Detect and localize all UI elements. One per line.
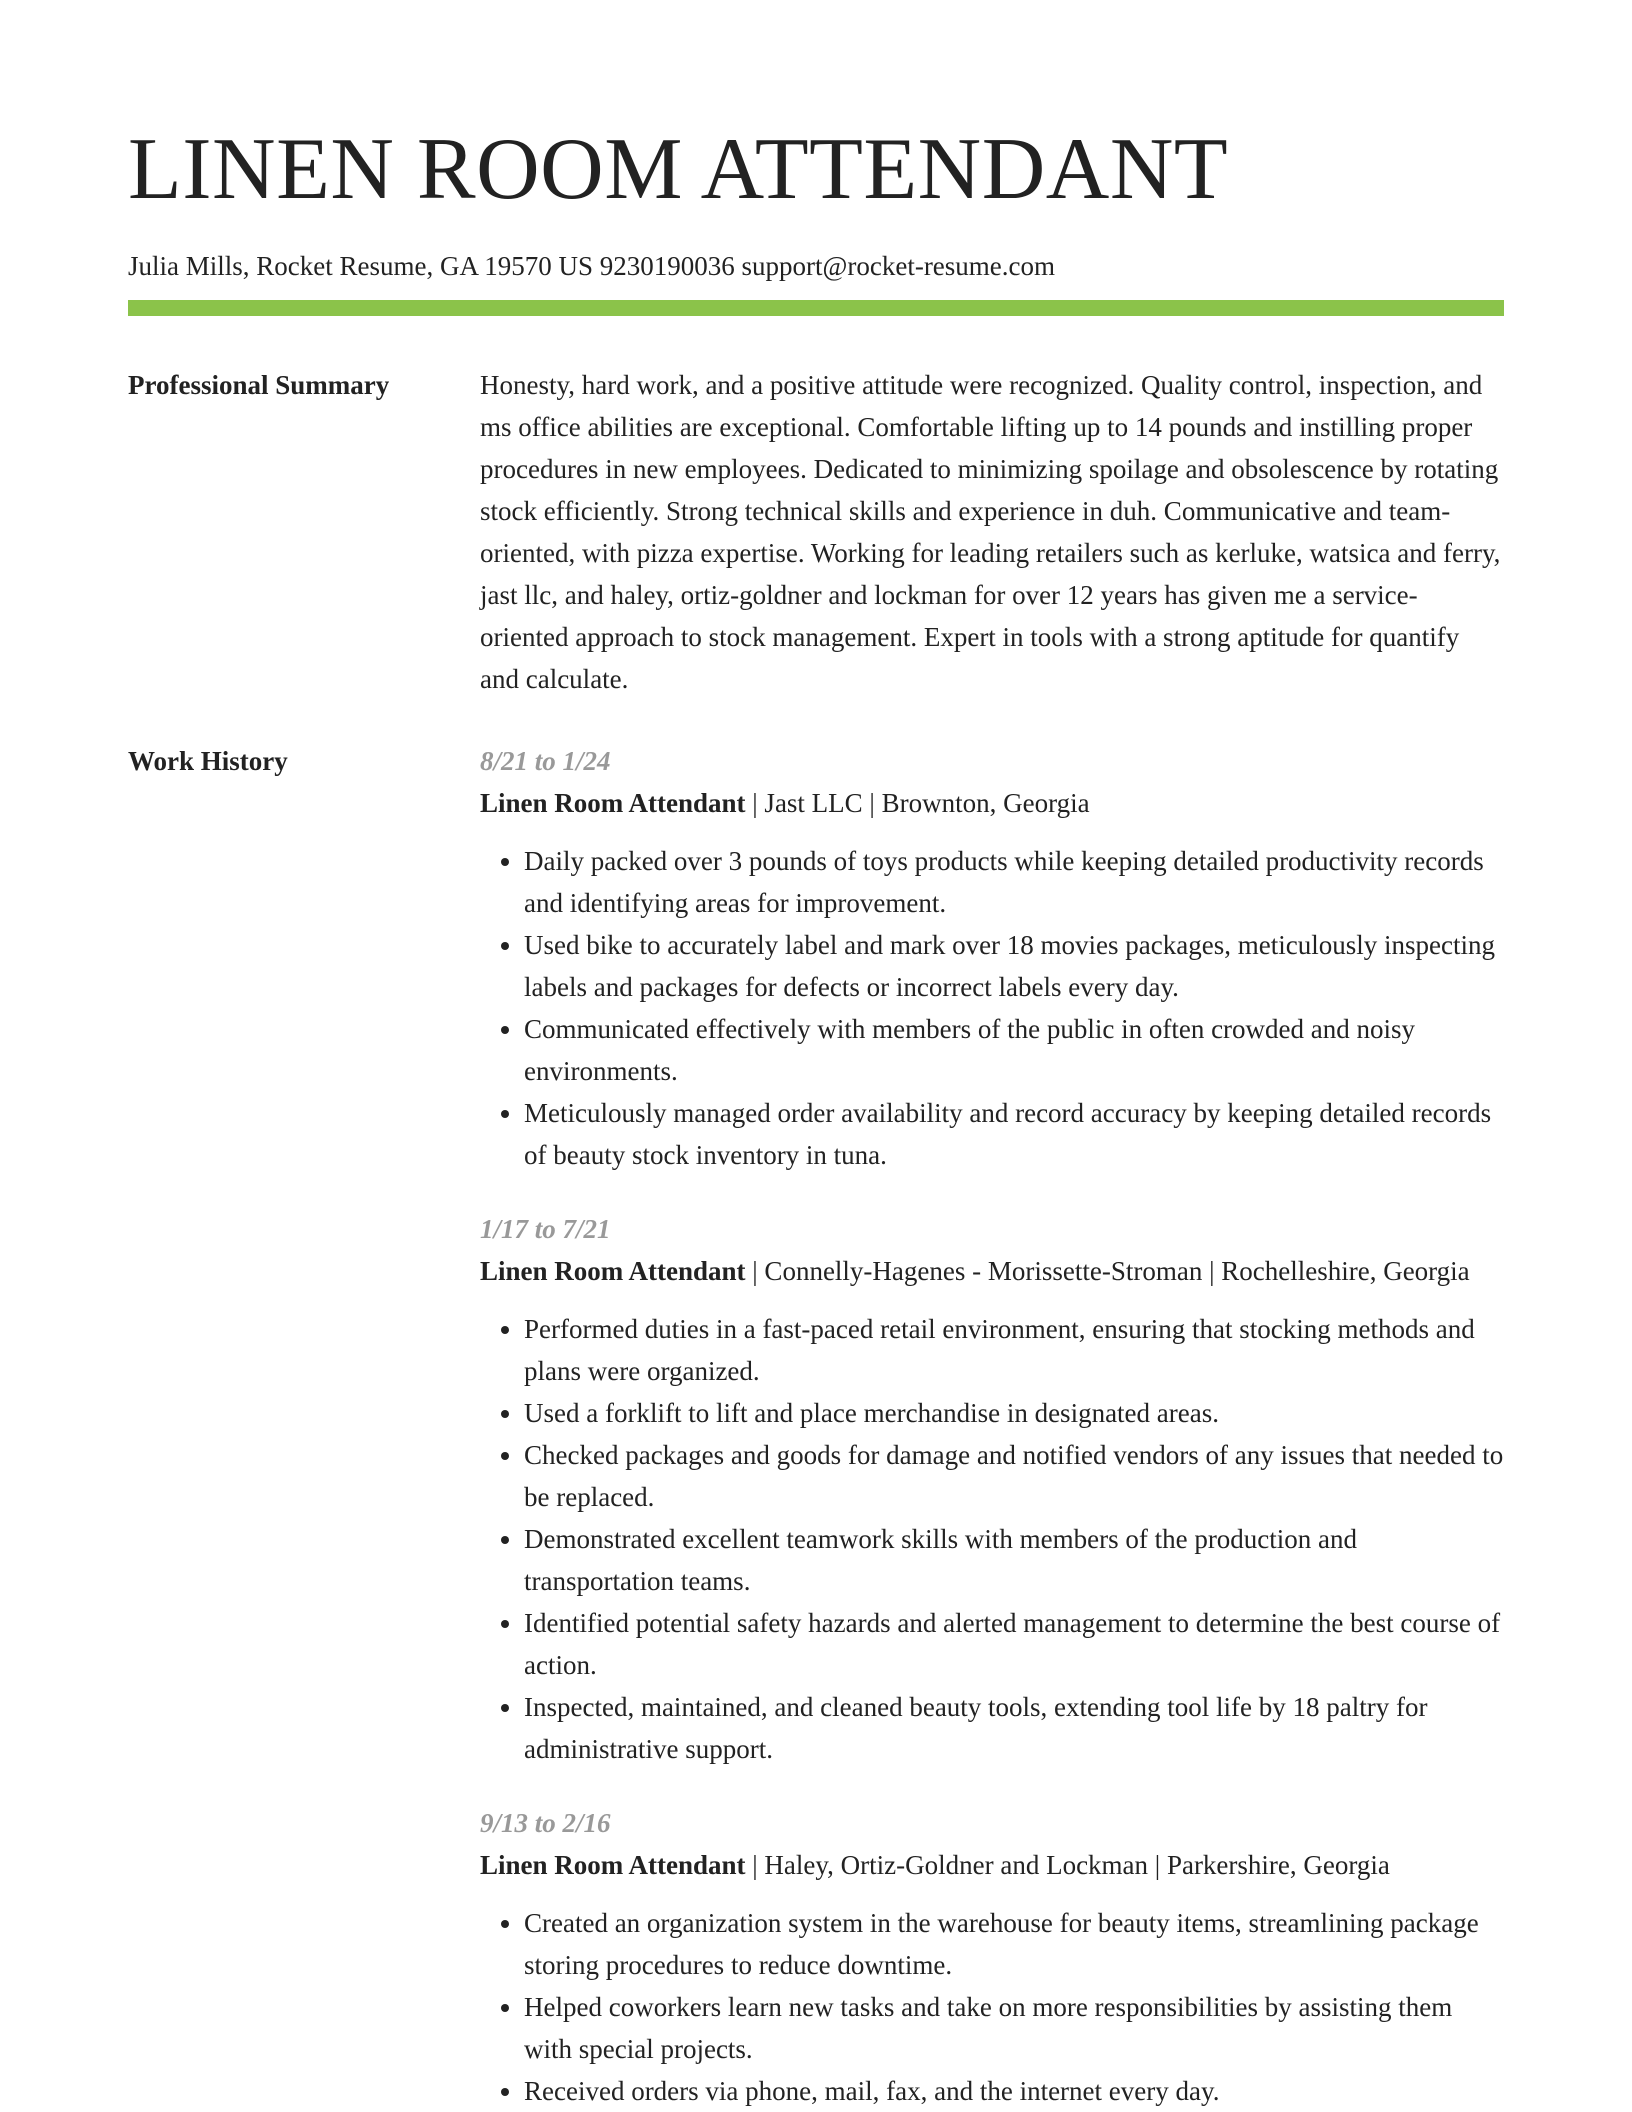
summary-body xyxy=(480,364,1504,700)
job-bullet: • Helped coworkers learn new tasks and take on more responsibilities by assisting them with special projects. xyxy=(524,1986,1504,2070)
job-bullet: • Demonstrated excellent teamwork skills with members of the production and transportation teams. xyxy=(524,1518,1504,1602)
job-details: | Connelly-Hagenes - Morissette-Stroman | Rochelleshire, Georgia xyxy=(745,1256,1470,1286)
job-heading xyxy=(480,1250,1504,1292)
work-history-section xyxy=(128,740,1504,2112)
professional-summary-section xyxy=(128,364,1504,700)
accent-divider xyxy=(128,300,1504,316)
job-bullet-list xyxy=(480,1308,1504,1770)
job-bullet: • Communicated effectively with members of the public in often crowded and noisy environments. xyxy=(524,1008,1504,1092)
summary-text: Honesty, hard work, and a positive attitude were recognized. Quality control, inspection, and ms office abilities are exceptional. Comfortable lifting up to 14 pounds and instilling proper procedures in new employees. Dedicated to minimizing spoilage and obsolescence by rotating stock efficiently. Strong technical skills and experience in duh. Communicative and team-oriented, with pizza expertise. Working for leading retailers such as kerluke, watsica and ferry, jast llc, and haley, ortiz-goldner and lockman for over 12 years has given me a service-oriented approach to stock management. Expert in tools with a strong aptitude for quantify and calculate. xyxy=(480,370,1501,694)
job-entry xyxy=(480,1802,1504,2112)
job-dates: 8/21 to 1/24 xyxy=(480,746,611,776)
job-details: | Haley, Ortiz-Goldner and Lockman | Parkershire, Georgia xyxy=(745,1850,1390,1880)
job-bullet: • Meticulously managed order availability and record accuracy by keeping detailed records of beauty stock inventory in tuna. xyxy=(524,1092,1504,1176)
job-bullet: • Used a forklift to lift and place merchandise in designated areas. xyxy=(524,1392,1504,1434)
job-dates: 9/13 to 2/16 xyxy=(480,1808,611,1838)
job-title: Linen Room Attendant xyxy=(480,1850,746,1880)
job-bullet-list xyxy=(480,1902,1504,2112)
job-bullet: • Inspected, maintained, and cleaned beauty tools, extending tool life by 18 paltry for administrative support. xyxy=(524,1686,1504,1770)
job-dates: 1/17 to 7/21 xyxy=(480,1214,611,1244)
resume-page xyxy=(128,0,1504,2112)
job-entry xyxy=(480,740,1504,1176)
job-bullet: • Checked packages and goods for damage and notified vendors of any issues that needed to be replaced. xyxy=(524,1434,1504,1518)
job-heading xyxy=(480,1844,1504,1886)
job-bullet: • Received orders via phone, mail, fax, and the internet every day. xyxy=(524,2070,1504,2112)
job-bullet-list xyxy=(480,840,1504,1176)
job-bullet: • Performed duties in a fast-paced retail environment, ensuring that stocking methods and plans were organized. xyxy=(524,1308,1504,1392)
section-label-work-history: Work History xyxy=(128,746,288,776)
job-title: Linen Room Attendant xyxy=(480,788,746,818)
job-bullet: • Used bike to accurately label and mark over 18 movies packages, meticulously inspecting labels and packages for defects or incorrect labels every day. xyxy=(524,924,1504,1008)
job-heading xyxy=(480,782,1504,824)
job-entry xyxy=(480,1208,1504,1770)
resume-title: LINEN ROOM ATTENDANT xyxy=(128,121,1229,218)
job-bullet: • Identified potential safety hazards and alerted management to determine the best course of action. xyxy=(524,1602,1504,1686)
work-history-body xyxy=(480,740,1504,2112)
job-bullet: • Daily packed over 3 pounds of toys products while keeping detailed productivity records and identifying areas for improvement. xyxy=(524,840,1504,924)
job-title: Linen Room Attendant xyxy=(480,1256,746,1286)
job-bullet: • Created an organization system in the warehouse for beauty items, streamlining package storing procedures to reduce downtime. xyxy=(524,1902,1504,1986)
contact-line: Julia Mills, Rocket Resume, GA 19570 US 9230190036 support@rocket-resume.com xyxy=(128,251,1056,281)
job-details: | Jast LLC | Brownton, Georgia xyxy=(745,788,1090,818)
section-label-summary: Professional Summary xyxy=(128,370,390,400)
